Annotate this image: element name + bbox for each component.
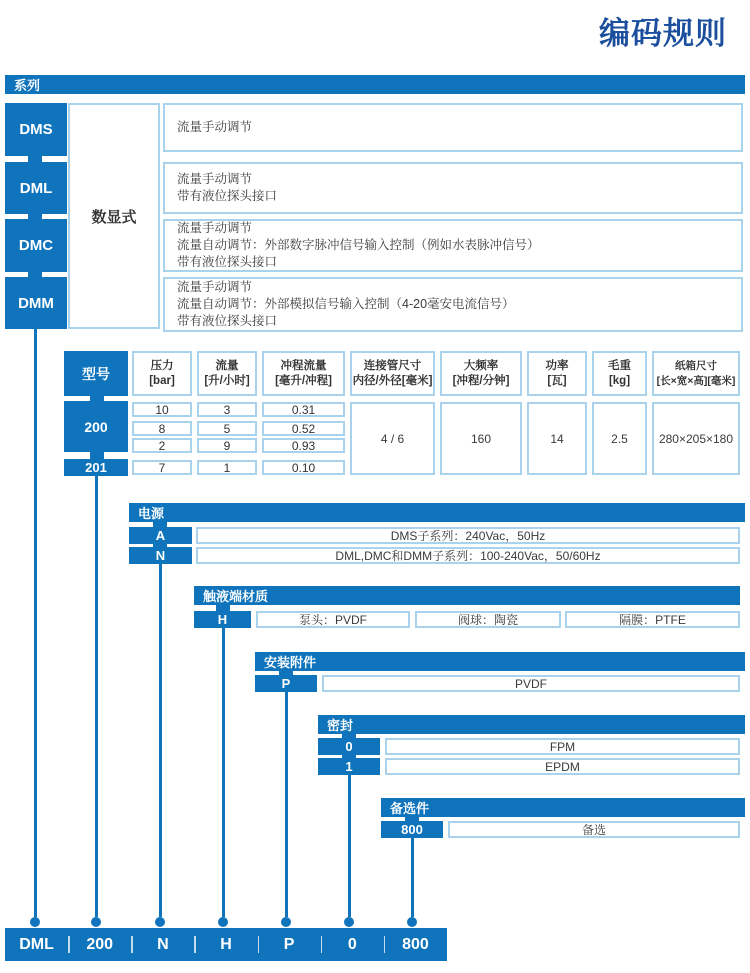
series-type-label: 数显式 (68, 103, 160, 329)
value: 9 (223, 438, 231, 453)
value: 7 (158, 460, 166, 475)
value: 8 (158, 421, 166, 436)
material-valve-ball: 阀球：陶瓷 (415, 611, 561, 628)
code-segment-material: H (194, 928, 257, 961)
code-segment-series: DML (19, 935, 54, 953)
series-desc-dml (163, 162, 743, 214)
col-name: 流量 (215, 360, 239, 372)
cell-flow (197, 438, 257, 453)
cell-max-frequency: 160 (440, 402, 522, 475)
cell-flow (197, 402, 257, 417)
cell-stroke (262, 421, 345, 436)
value: 3 (223, 402, 231, 417)
col-header-frequency (440, 351, 522, 396)
mounting-desc: PVDF (322, 675, 740, 692)
desc-line: 流量手动调节 (177, 172, 253, 186)
col-unit: [冲程/分钟] (452, 374, 510, 387)
connector-dot (218, 917, 228, 927)
code-segment-model: 200 (68, 928, 131, 961)
value: 0.31 (291, 402, 316, 417)
power-code-a: A (129, 527, 192, 544)
series-desc-dmm (163, 277, 743, 332)
power-desc-n: DML,DMC和DMM子系列：100-240Vac，50/60Hz (196, 547, 740, 564)
material-code-h: H (194, 611, 251, 628)
seal-code-0: 0 (318, 738, 380, 755)
cell-carton-size: 280×205×180 (652, 402, 740, 475)
col-name: 冲程流量 (280, 360, 327, 372)
col-name: 功率 (545, 360, 569, 372)
value: 10 (155, 402, 169, 417)
cell-gross-weight: 2.5 (592, 402, 647, 475)
options-desc: 备选 (448, 821, 740, 838)
connector-line-series (34, 329, 37, 917)
code-segment-seal: 0 (321, 928, 384, 961)
value: 2 (158, 438, 166, 453)
model-column-header: 型号 (64, 351, 128, 396)
connector-line-material (222, 628, 225, 917)
connector-line-options (411, 838, 414, 917)
seal-code-1: 1 (318, 758, 380, 775)
connector-dot (155, 917, 165, 927)
col-unit: [bar] (149, 374, 175, 387)
series-desc-dmc (163, 219, 743, 272)
value: 0.10 (291, 460, 316, 475)
value: 5 (223, 421, 231, 436)
connector-line-power (159, 564, 162, 917)
material-pump-head: 泵头：PVDF (256, 611, 410, 628)
value: 0.93 (291, 438, 316, 453)
connector-line-seal (348, 775, 351, 917)
options-section-header: 备选件 (381, 798, 745, 817)
col-header-flow (197, 351, 257, 396)
connector-line-mounting (285, 692, 288, 917)
col-header-weight (592, 351, 647, 396)
desc-line: 流量手动调节 (177, 280, 253, 294)
desc-line: 流量手动调节 (177, 221, 253, 235)
desc-line: 流量手动调节 (177, 120, 253, 134)
col-unit: [kg] (608, 374, 631, 387)
cell-flow (197, 421, 257, 436)
product-code-bar (5, 928, 447, 961)
connector-dot (344, 917, 354, 927)
code-segment-mounting: P (258, 928, 321, 961)
cell-pressure (132, 421, 192, 436)
col-header-carton (652, 351, 740, 396)
model-connector (90, 452, 104, 459)
desc-line: 带有液位探头接口 (177, 314, 278, 328)
series-code-dmm: DMM (5, 277, 67, 329)
series-code-dml: DML (5, 162, 67, 214)
options-code-800: 800 (381, 821, 443, 838)
code-segment-power: N (131, 928, 194, 961)
cell-stroke (262, 402, 345, 417)
col-name: 压力 (150, 360, 174, 372)
material-diaphragm: 隔膜：PTFE (565, 611, 740, 628)
series-code-dmc: DMC (5, 219, 67, 272)
col-unit: [瓦] (547, 374, 567, 387)
cell-pressure (132, 402, 192, 417)
connector-line-model (95, 476, 98, 917)
seal-desc-fpm: FPM (385, 738, 740, 755)
desc-line: 带有液位探头接口 (177, 255, 278, 269)
page-title: 编码规则 (599, 16, 727, 51)
col-unit: 内径/外径[毫米] (352, 374, 433, 387)
connector-dot (407, 917, 417, 927)
mounting-code-p: P (255, 675, 317, 692)
desc-line: 带有液位探头接口 (177, 189, 278, 203)
desc-line: 流量自动调节：外部模拟信号输入控制（4-20毫安电流信号） (177, 297, 515, 311)
cell-flow (197, 460, 257, 475)
series-desc-dms (163, 103, 743, 152)
col-header-pipe (350, 351, 435, 396)
cell-pressure (132, 460, 192, 475)
series-section-header: 系列 (5, 75, 745, 94)
mounting-section-header: 安装附件 (255, 652, 745, 671)
value: 0.52 (291, 421, 316, 436)
col-name: 毛重 (608, 360, 631, 372)
cell-pressure (132, 438, 192, 453)
col-header-power (527, 351, 587, 396)
seal-desc-epdm: EPDM (385, 758, 740, 775)
col-header-pressure (132, 351, 192, 396)
cell-power-watt: 14 (527, 402, 587, 475)
connector-dot (30, 917, 40, 927)
cell-stroke (262, 438, 345, 453)
value: 1 (223, 460, 231, 475)
col-name: 连接管尺寸 (363, 360, 422, 372)
cell-pipe-size: 4 / 6 (350, 402, 435, 475)
col-unit: [毫升/冲程] (275, 374, 332, 387)
col-header-stroke (262, 351, 345, 396)
code-segment-options: 800 (384, 928, 447, 961)
power-code-n: N (129, 547, 192, 564)
col-name: 大频率 (463, 360, 499, 372)
model-201-cell: 201 (64, 459, 128, 476)
desc-line: 流量自动调节：外部数字脉冲信号输入控制（例如水表脉冲信号） (177, 238, 540, 252)
material-section-header: 触液端材质 (194, 586, 740, 605)
model-200-cell: 200 (64, 401, 128, 452)
power-desc-a: DMS子系列：240Vac，50Hz (196, 527, 740, 544)
col-unit: [升/小时] (204, 374, 250, 387)
connector-dot (281, 917, 291, 927)
series-code-dms: DMS (5, 103, 67, 156)
cell-stroke (262, 460, 345, 475)
power-section-header: 电源 (129, 503, 745, 522)
col-unit: [长×宽×高][毫米] (656, 374, 736, 387)
connector-dot (91, 917, 101, 927)
col-name: 纸箱尺寸 (675, 360, 717, 372)
seal-section-header: 密封 (318, 715, 745, 734)
